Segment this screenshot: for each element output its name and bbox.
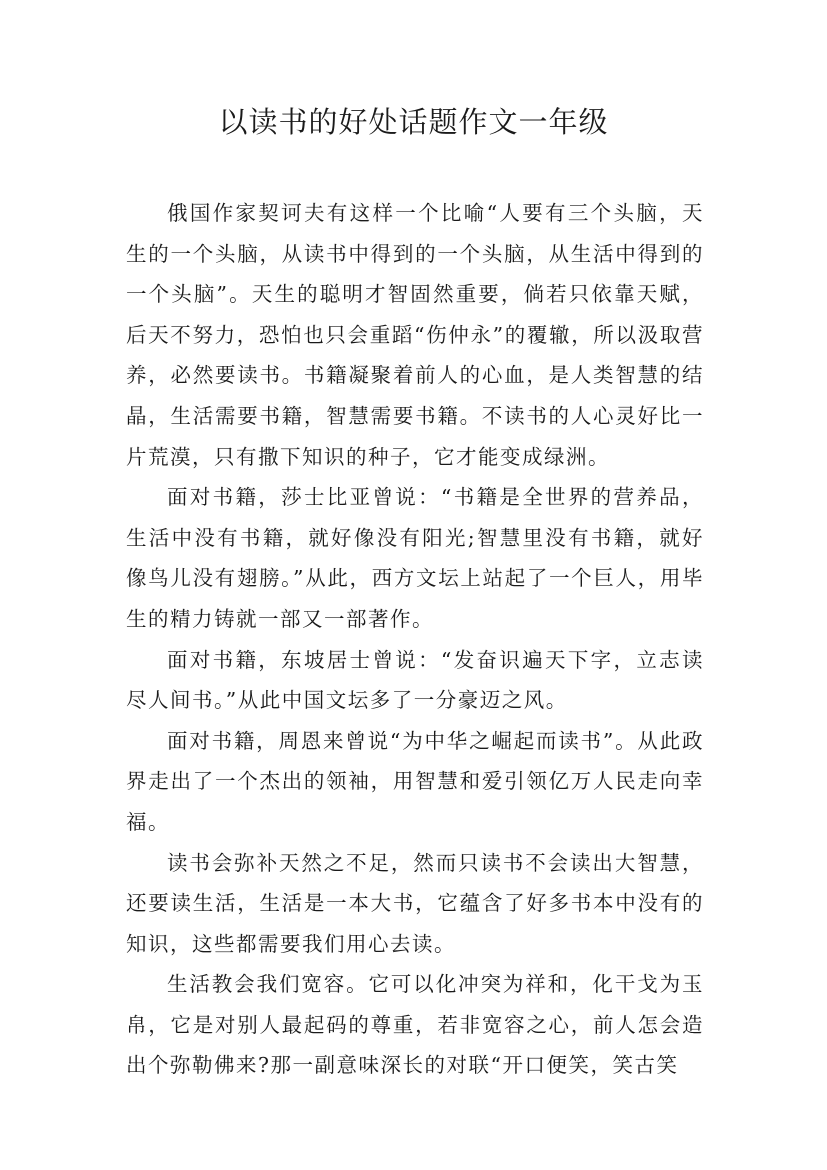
paragraph: 生活教会我们宽容。它可以化冲突为祥和，化干戈为玉帛，它是对别人最起码的尊重，若非宽容之心，前人怎会造出个弥勒佛来?那一副意味深长的对联“开口便笑，笑古笑 [126,972,704,1078]
paragraph: 面对书籍，莎士比亚曾说：“书籍是全世界的营养品，生活中没有书籍，就好像没有阳光;智慧里没有书籍，就好像鸟儿没有翅膀。”从此，西方文坛上站起了一个巨人，用毕生的精力铸就一部又一部著作。 [126,485,704,631]
paragraph: 读书会弥补天然之不足，然而只读书不会读出大智慧，还要读生活，生活是一本大书，它蕴含了好多书本中没有的知识，这些都需要我们用心去读。 [126,850,704,956]
paragraph: 面对书籍，周恩来曾说“为中华之崛起而读书”。从此政界走出了一个杰出的领袖，用智慧和爱引领亿万人民走向幸福。 [126,728,704,834]
document-title: 以读书的好处话题作文一年级 [218,105,609,139]
document-body [126,193,704,1086]
paragraph: 面对书籍，东坡居士曾说：“发奋识遍天下字，立志读尽人间书。”从此中国文坛多了一分豪迈之风。 [126,647,704,713]
paragraph: 俄国作家契诃夫有这样一个比喻“人要有三个头脑，天生的一个头脑，从读书中得到的一个头脑，从生活中得到的一个头脑”。天生的聪明才智固然重要，倘若只依靠天赋，后天不努力，恐怕也只会重蹈“伤仲永”的覆辙，所以汲取营养，必然要读书。书籍凝聚着前人的心血，是人类智慧的结晶，生活需要书籍，智慧需要书籍。不读书的人心灵好比一片荒漠，只有撒下知识的种子，它才能变成绿洲。 [126,201,704,469]
